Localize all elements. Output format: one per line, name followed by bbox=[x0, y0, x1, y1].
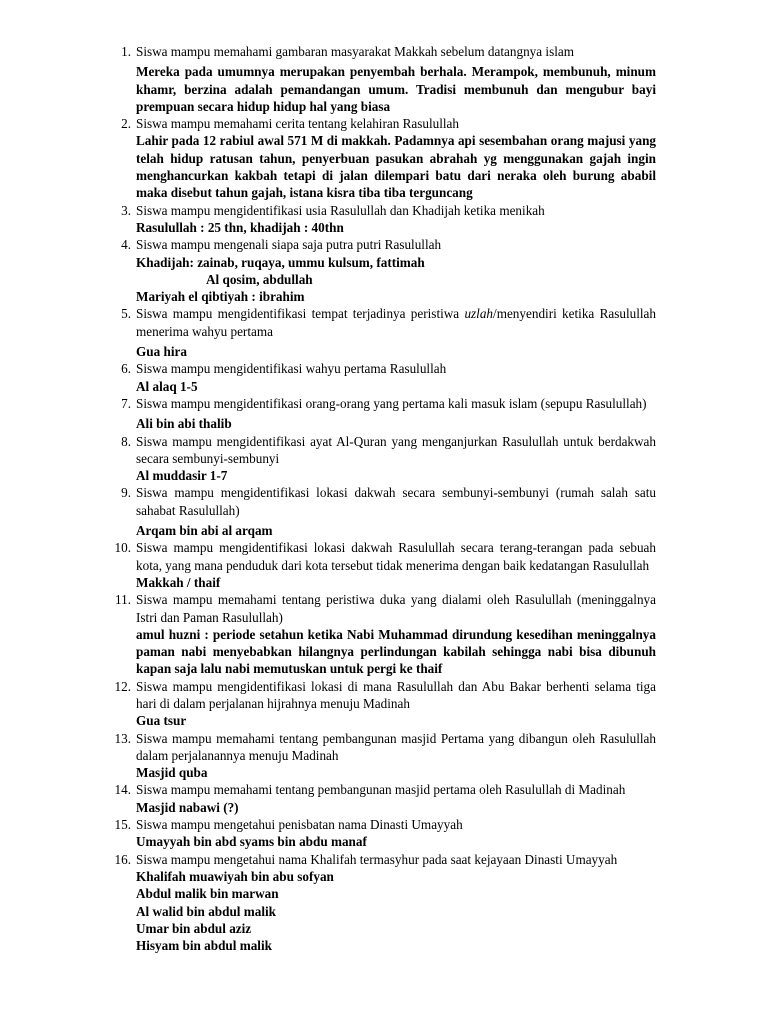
list-item-1 bbox=[0, 43, 768, 115]
list-item-2 bbox=[0, 115, 768, 201]
item-answer: Rasulullah : 25 thn, khadijah : 40thn bbox=[136, 219, 344, 235]
item-question: Siswa mampu mengidentifikasi usia Rasulullah dan Khadijah ketika menikah bbox=[136, 202, 545, 218]
item-answer: Ali bin abi thalib bbox=[136, 416, 232, 432]
item-number: 11. bbox=[115, 592, 131, 608]
item-number: 12. bbox=[114, 678, 131, 694]
item-answer: Al muddasir 1-7 bbox=[136, 468, 228, 484]
item-number: 8. bbox=[121, 433, 131, 449]
item-number: 6. bbox=[121, 361, 131, 377]
item-answer: Gua hira bbox=[136, 344, 187, 360]
list-item-5 bbox=[0, 305, 768, 360]
item-number: 16. bbox=[114, 851, 131, 867]
item-question: Siswa mampu mengidentifikasi orang-orang yang pertama kali masuk islam (sepupu Rasulullah) bbox=[136, 395, 647, 411]
list-item-12 bbox=[0, 678, 768, 730]
item-answer: Khadijah: zainab, ruqaya, ummu kulsum, fattimah Al qosim, abdullah Mariyah el qibtiyah : ibrahim bbox=[136, 254, 425, 305]
item-answer: Mereka pada umumnya merupakan penyembah berhala. Merampok, membunuh, minum khamr, berzina adalah pemandangan umum. Tradisi membunuh dan mengubur bayi prempuan secara hidup hidup hal yang biasa bbox=[136, 64, 656, 114]
list-item-4 bbox=[0, 236, 768, 305]
item-answer: Khalifah muawiyah bin abu sofyan Abdul malik bin marwan Al walid bin abdul malik Umar bin abdul aziz Hisyam bin abdul malik bbox=[136, 868, 334, 954]
item-number: 14. bbox=[114, 782, 131, 798]
question-list bbox=[0, 43, 768, 954]
item-question: Siswa mampu mengidentifikasi wahyu pertama Rasulullah bbox=[136, 361, 447, 377]
item-answer: Al alaq 1-5 bbox=[136, 378, 198, 394]
item-number: 2. bbox=[121, 116, 131, 132]
item-question: Siswa mampu mengetahui penisbatan nama Dinasti Umayyah bbox=[136, 817, 463, 833]
list-item-16 bbox=[0, 851, 768, 955]
item-number: 3. bbox=[121, 202, 131, 218]
list-item-11 bbox=[0, 591, 768, 677]
item-question: Siswa mampu mengidentifikasi lokasi di mana Rasulullah dan Abu Bakar berhenti selama tiga hari di dalam perjalanan hijrahnya menuju Madinah bbox=[136, 678, 656, 711]
item-number: 5. bbox=[121, 306, 131, 322]
item-number: 1. bbox=[121, 44, 131, 59]
item-answer: Arqam bin abi al arqam bbox=[136, 523, 273, 539]
item-question: Siswa mampu memahami cerita tentang kelahiran Rasulullah bbox=[136, 116, 459, 132]
list-item-15 bbox=[0, 816, 768, 851]
item-answer: Makkah / thaif bbox=[136, 574, 221, 590]
list-item-9 bbox=[0, 484, 768, 539]
item-question: Siswa mampu memahami tentang pembangunan masjid Pertama yang dibangun oleh Rasulullah dalam perjalanannya menuju Madinah bbox=[136, 730, 656, 763]
list-item-14 bbox=[0, 781, 768, 816]
item-question: Siswa mampu memahami gambaran masyarakat Makkah sebelum datangnya islam bbox=[136, 44, 574, 59]
item-question: Siswa mampu mengenali siapa saja putra putri Rasulullah bbox=[136, 237, 442, 253]
list-item-10 bbox=[0, 539, 768, 591]
list-item-13 bbox=[0, 730, 768, 782]
list-item-7 bbox=[0, 395, 768, 433]
item-answer: Gua tsur bbox=[136, 713, 187, 729]
item-answer: amul huzni : periode setahun ketika Nabi Muhammad dirundung kesedihan meninggalnya paman nabi menyebabkan hilangnya perlindungan kabilah sehingga nabi bisa dibunuh kapan saja lalu nabi memutuskan untuk pergi ke thaif bbox=[136, 626, 656, 677]
item-answer: Umayyah bin abd syams bin abdu manaf bbox=[136, 834, 367, 850]
list-item-3 bbox=[0, 202, 768, 237]
item-question: Siswa mampu memahami tentang peristiwa duka yang dialami oleh Rasulullah (meninggalnya Istri dan Paman Rasulullah) bbox=[136, 592, 656, 625]
item-number: 15. bbox=[114, 817, 131, 833]
item-number: 10. bbox=[114, 540, 131, 556]
item-answer: Masjid quba bbox=[136, 765, 208, 781]
item-number: 9. bbox=[121, 485, 131, 501]
item-question: Siswa mampu mengetahui nama Khalifah termasyhur pada saat kejayaan Dinasti Umayyah bbox=[136, 851, 618, 867]
list-item-6 bbox=[0, 360, 768, 395]
item-question: Siswa mampu mengidentifikasi lokasi dakwah secara sembunyi-sembunyi (rumah salah satu sahabat Rasulullah) bbox=[136, 485, 656, 518]
item-answer: Masjid nabawi (?) bbox=[136, 799, 239, 815]
item-number: 4. bbox=[121, 237, 131, 253]
item-number: 13. bbox=[114, 730, 131, 746]
item-answer: Lahir pada 12 rabiul awal 571 M di makkah. Padamnya api sesembahan orang majusi yang telah hidup ratusan tahun, penyerbuan pasukan abrahah yg menggunakan gajah ingin menghancurkan kakbah tetapi di jalan dilempari batu dari neraka oleh burung ababil maka disebut tahun gajah, istana kisra tiba tiba terguncang bbox=[136, 133, 656, 201]
item-question: Siswa mampu mengidentifikasi ayat Al-Quran yang menganjurkan Rasulullah untuk berdakwah secara sembunyi-sembunyi bbox=[136, 433, 656, 466]
item-question: Siswa mampu memahami tentang pembangunan masjid pertama oleh Rasulullah di Madinah bbox=[136, 782, 626, 798]
item-question: Siswa mampu mengidentifikasi tempat terjadinya peristiwa uzlah/menyendiri ketika Rasulullah menerima wahyu pertama bbox=[136, 306, 656, 339]
list-item-8 bbox=[0, 433, 768, 485]
item-number: 7. bbox=[121, 395, 131, 411]
item-question: Siswa mampu mengidentifikasi lokasi dakwah Rasulullah secara terang-terangan pada sebuah kota, yang mana penduduk dari kota tersebut tidak menerima dengan baik kedatangan Rasulullah bbox=[136, 540, 656, 573]
